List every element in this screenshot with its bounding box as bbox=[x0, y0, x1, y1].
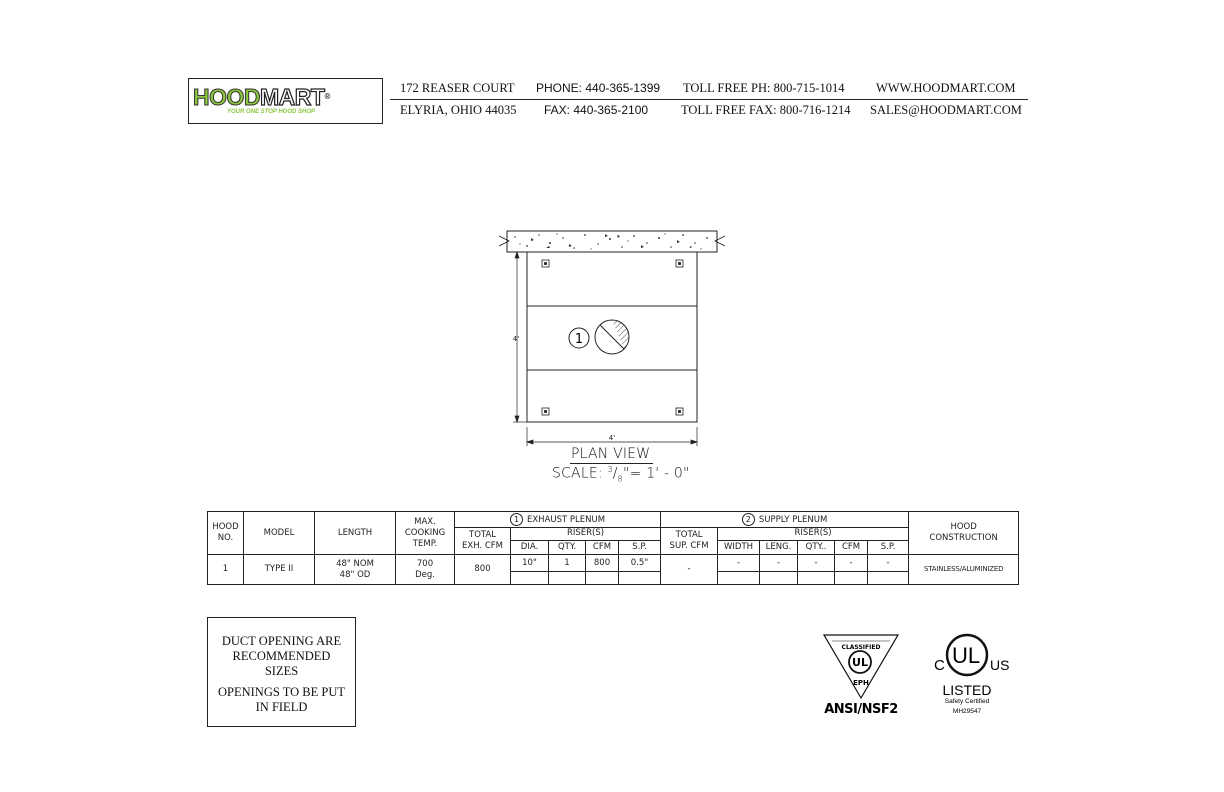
website-link[interactable]: WWW.HOODMART.COM bbox=[876, 81, 1016, 95]
duct-notes-box bbox=[207, 617, 356, 727]
note-line-5: IN FIELD bbox=[255, 700, 308, 714]
hdr-qty: QTY. bbox=[549, 540, 586, 555]
hdr-dia: DIA. bbox=[511, 540, 549, 555]
cell-model: TYPE II bbox=[244, 555, 315, 585]
cell-total-exh: 800 bbox=[455, 555, 511, 585]
cul-us-text: US bbox=[990, 657, 1010, 673]
hdr-max-temp: MAX. COOKING TEMP. bbox=[396, 512, 455, 555]
plan-view-title: PLAN VIEW bbox=[571, 446, 651, 462]
cell-leng: - bbox=[760, 555, 798, 572]
cul-c-text: C bbox=[934, 657, 945, 674]
plan-view-drawing bbox=[495, 222, 735, 452]
hdr-sup-qty: QTY.. bbox=[798, 540, 835, 555]
cell-temp: 700 Deg. bbox=[396, 555, 455, 585]
hdr-total-sup-cfm: TOTAL SUP. CFM bbox=[661, 527, 718, 554]
phone-number: PHONE: 440-365-1399 bbox=[536, 81, 661, 95]
hdr-model: MODEL bbox=[244, 512, 315, 555]
scale-numerator: 3 bbox=[607, 465, 613, 474]
cell-empty bbox=[511, 572, 549, 585]
logo-registered-mark: ® bbox=[324, 92, 330, 101]
cell-construction: STAINLESS/ALUMINIZED bbox=[909, 555, 1019, 585]
address-line-1: 172 REASER COURT bbox=[400, 81, 515, 95]
cell-length: 48" NOM 48" OD bbox=[315, 555, 396, 585]
hdr-sup-sp: S.P. bbox=[868, 540, 909, 555]
fax-number: FAX: 440-365-2100 bbox=[544, 103, 649, 117]
cul-ul-text: UL bbox=[951, 643, 981, 668]
note-line-1: DUCT OPENING ARE bbox=[221, 634, 342, 648]
logo-word-mart: MART bbox=[260, 84, 325, 110]
hdr-exhaust-plenum: 1 EXHAUST PLENUM bbox=[455, 512, 661, 528]
cell-sup-cfm: - bbox=[835, 555, 868, 572]
cul-us-listed-mark bbox=[930, 630, 1014, 720]
hdr-hood-construction: HOOD CONSTRUCTION bbox=[909, 512, 1019, 555]
scale-denominator: 8 bbox=[617, 474, 623, 484]
cell-empty bbox=[586, 572, 619, 585]
hdr-leng: LENG. bbox=[760, 540, 798, 555]
toll-free-fax: TOLL FREE FAX: 800-716-1214 bbox=[681, 103, 851, 117]
ansi-nsf2-text: ANSI/NSF2 bbox=[824, 702, 898, 717]
ul-logo-text: UL bbox=[852, 656, 868, 669]
hdr-total-exh-cfm: TOTAL EXH. CFM bbox=[455, 527, 511, 554]
file-number-text: MH29547 bbox=[952, 708, 982, 715]
cell-qty: 1 bbox=[549, 555, 586, 572]
cell-dia: 10" bbox=[511, 555, 549, 572]
hdr-width: WIDTH bbox=[718, 540, 760, 555]
cell-sup-sp: - bbox=[868, 555, 909, 572]
ul-classified-eph-mark bbox=[820, 632, 902, 718]
cell-empty bbox=[718, 572, 760, 585]
dimension-height: 4' bbox=[512, 335, 520, 343]
exhaust-plenum-number: 1 bbox=[510, 513, 523, 526]
title-underline bbox=[570, 463, 653, 464]
safety-certified-text: Safety Certified bbox=[944, 698, 990, 705]
logo-tagline: YOUR ONE STOP HOOD SHOP bbox=[227, 109, 316, 115]
logo-word-hood: HOOD bbox=[193, 84, 260, 110]
cell-width: - bbox=[718, 555, 760, 572]
cell-sup-qty: - bbox=[798, 555, 835, 572]
hdr-length: LENGTH bbox=[315, 512, 396, 555]
note-line-3: SIZES bbox=[264, 664, 299, 678]
eph-text: EPH bbox=[853, 679, 869, 687]
toll-free-phone: TOLL FREE PH: 800-715-1014 bbox=[683, 81, 845, 95]
email-link[interactable]: SALES@HOODMART.COM bbox=[870, 103, 1022, 117]
hdr-sp: S.P. bbox=[619, 540, 661, 555]
hoodmart-logo bbox=[188, 78, 383, 124]
hdr-exhaust-risers: RISER(S) bbox=[511, 527, 661, 540]
hdr-sup-cfm: CFM bbox=[835, 540, 868, 555]
hood-schedule-table bbox=[207, 511, 1019, 585]
address-line-2: ELYRIA, OHIO 44035 bbox=[400, 103, 517, 117]
cell-empty bbox=[798, 572, 835, 585]
supply-plenum-number: 2 bbox=[742, 513, 755, 526]
hdr-cfm: CFM bbox=[586, 540, 619, 555]
cell-total-sup: - bbox=[661, 555, 718, 585]
cell-empty bbox=[619, 572, 661, 585]
cell-sp: 0.5" bbox=[619, 555, 661, 572]
hdr-supply-plenum: 2 SUPPLY PLENUM bbox=[661, 512, 909, 528]
cell-empty bbox=[835, 572, 868, 585]
cell-empty bbox=[868, 572, 909, 585]
listed-text: LISTED bbox=[942, 682, 992, 698]
cell-cfm: 800 bbox=[586, 555, 619, 572]
note-line-2: RECOMMENDED bbox=[232, 649, 331, 663]
classified-text: CLASSIFIED bbox=[841, 644, 881, 651]
scale-prefix: SCALE: bbox=[552, 465, 608, 482]
riser-callout-number: 1 bbox=[574, 332, 584, 347]
note-line-4: OPENINGS TO BE PUT bbox=[218, 685, 345, 699]
cell-hood-no: 1 bbox=[208, 555, 244, 585]
dimension-width: 4' bbox=[608, 434, 616, 442]
scale-label: SCALE: $^3/_8"= 1' - 0$" bbox=[552, 465, 690, 484]
hdr-hood-no: HOOD NO. bbox=[208, 512, 244, 555]
cell-empty bbox=[549, 572, 586, 585]
header-divider bbox=[390, 99, 1028, 100]
wall-section bbox=[499, 231, 725, 252]
scale-suffix: "= 1' - 0" bbox=[622, 465, 690, 482]
cell-empty bbox=[760, 572, 798, 585]
hdr-supply-risers: RISER(S) bbox=[718, 527, 909, 540]
